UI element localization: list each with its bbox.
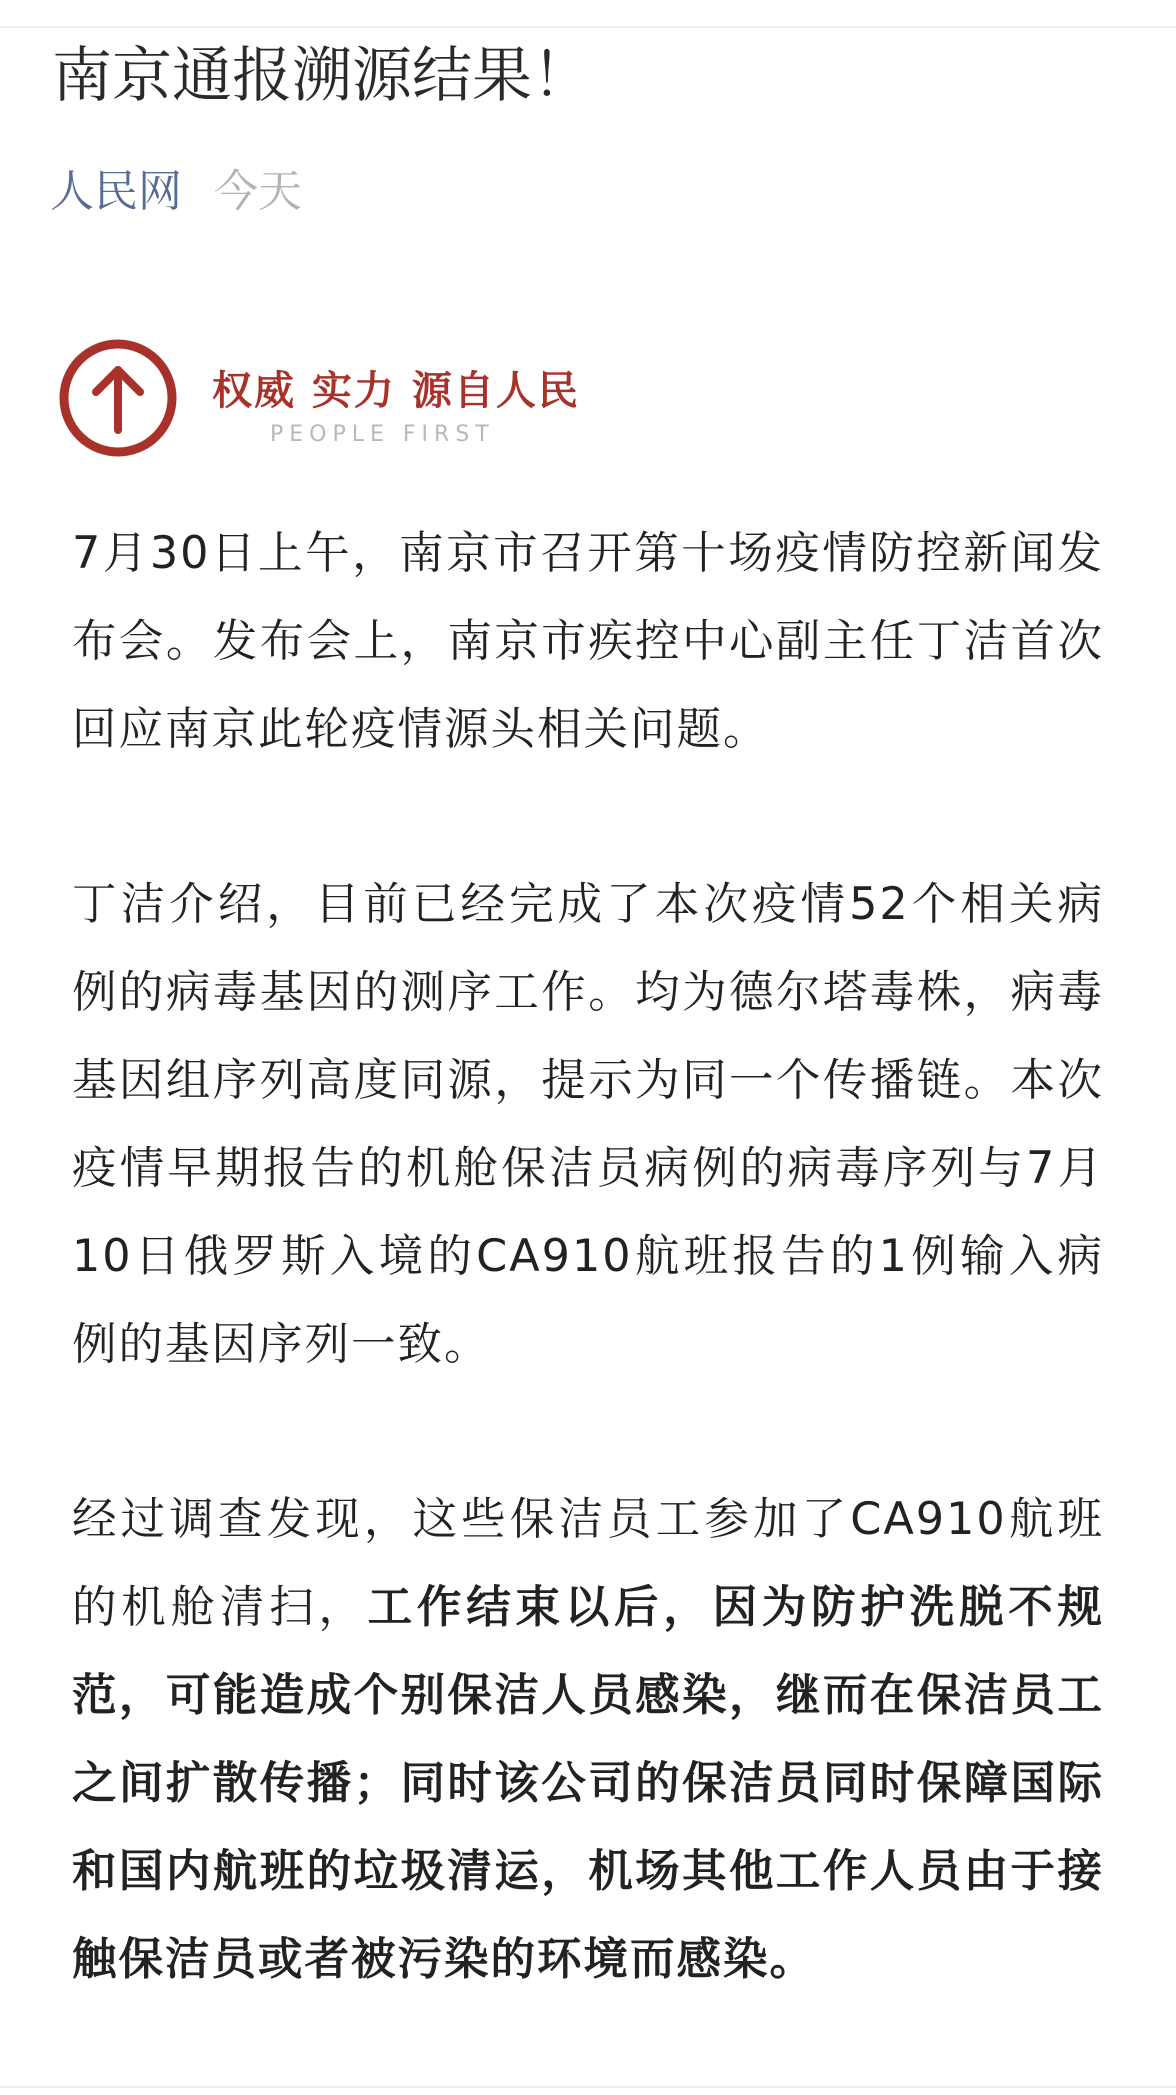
bottom-divider [0,2086,1176,2088]
paragraph-2: 丁洁介绍，目前已经完成了本次疫情52个相关病例的病毒基因的测序工作。均为德尔塔毒株，病毒基因组序列高度同源，提示为同一个传播链。本次疫情早期报告的机舱保洁员病例的病毒序列与7月10日俄罗斯入境的CA910航班报告的1例输入病例的基因序列一致。 [72,879,1104,1370]
article-body [72,510,1104,2004]
up-arrow-circle-icon [56,336,180,460]
paragraph-3-bold: 工作结束以后，因为防护洗脱不规范，可能造成个别保洁人员感染，继而在保洁员工之间扩散传播；同时该公司的保洁员同时保障国际和国内航班的垃圾清运，机场其他工作人员由于接触保洁员或者被污染的环境而感染。 [72,1582,1104,1985]
banner-slogan: 权威 实力 源自人民 [212,368,580,414]
article-meta [50,160,302,224]
banner-slogan-en: PEOPLE FIRST [270,422,495,447]
people-first-banner [56,336,596,466]
paragraph-3 [72,1476,1104,2004]
top-divider [0,26,1176,28]
paragraph-3-normal: 经过调查发现，这些保洁员工参加了CA910航班的机舱清扫， [72,1494,1104,1633]
article-title: 南京通报溯源结果！ [52,41,592,111]
paragraph-1: 7月30日上午，南京市召开第十场疫情防控新闻发布会。发布会上，南京市疾控中心副主任丁洁首次回应南京此轮疫情源头相关问题。 [72,528,1104,755]
author-link[interactable]: 人民网 [50,166,182,217]
publish-date: 今天 [214,166,302,217]
